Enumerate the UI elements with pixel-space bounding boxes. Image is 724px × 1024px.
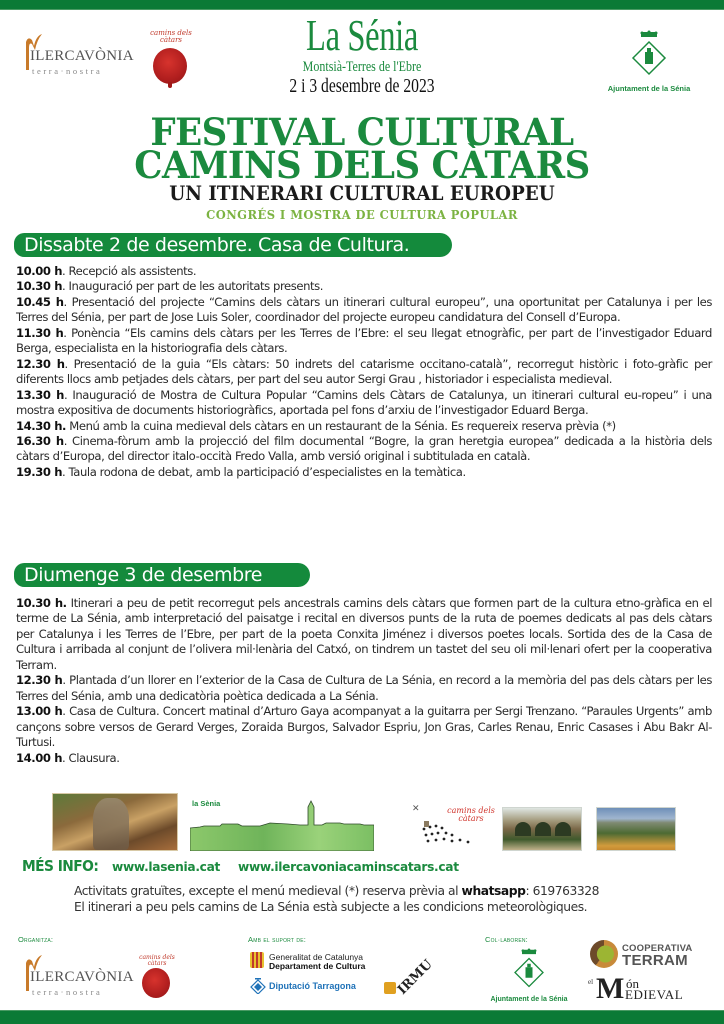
ilercavonia-link[interactable]: www.ilercavoniacaminscatars.cat [238, 860, 459, 874]
weather-note: El itinerari a peu pels camins de La Sénia està subjecte a les condicions meteorològiques. [74, 900, 588, 914]
ilercavonia-logo-footer [22, 953, 134, 999]
program-entry [16, 264, 712, 279]
catars-script-text: camins dels càtars [447, 806, 495, 823]
senia-label: la Sènia [192, 799, 221, 808]
generalitat-name: Generalitat de Catalunya [269, 952, 364, 962]
entry-text: . Presentació del projecte “Camins dels càtars un itinerari cultural europeu”, una oportunitat per Catalunya i per les Terres del Sénia, per part de Jose Luis Soler, coordinador del projecte europeu candidatura del Consell d’Europa. [16, 294, 713, 325]
lasenia-link[interactable]: www.lasenia.cat [112, 860, 221, 874]
entry-time: 13.30 h [16, 387, 64, 402]
entry-text: . Inauguració per part de les autoritats presents. [62, 279, 324, 294]
aqueduct-photo [502, 807, 582, 851]
town-crest-icon [511, 948, 547, 990]
festival-tagline: CONGRÉS I MOSTRA DE CULTURA POPULAR [206, 207, 518, 222]
entry-time: 11.30 h [16, 325, 64, 340]
ajuntament-logo-footer [482, 948, 576, 1003]
entry-text: . Recepció als assistents. [62, 264, 197, 278]
entry-time: 12.30 h [16, 356, 65, 371]
entry-text: . Inauguració de Mostra de Cultura Popular “Camins dels Càtars de Catalunya, un itinerari cultural eu-ropeu” i una mostra expositiva de documents historiogràfics, aportada pel fons d’arxiu de l’investigador Eduard Berga. [16, 387, 712, 418]
program-entry [16, 596, 712, 673]
bridge-arch-shape [515, 822, 531, 836]
entry-time: 10.00 h [16, 264, 63, 278]
camins-catars-logo [148, 30, 194, 94]
day-banner-sunday: Diumenge 3 de desembre [14, 563, 310, 587]
support-label: Amb el suport de: [248, 935, 307, 944]
medieval-el: el [588, 978, 594, 986]
terram-label-main: TERRAM [622, 952, 688, 969]
entry-time: 10.30 h. [16, 596, 67, 610]
camins-catars-illustration [412, 799, 500, 849]
program-entry [16, 434, 712, 465]
festival-subtitle: UN ITINERARI CULTURAL EUROPEU [169, 182, 555, 205]
cooperativa-terram-logo [590, 940, 700, 972]
town-crest-icon [629, 30, 669, 78]
camins-catars-logo-footer [138, 955, 176, 1005]
top-green-bar [0, 0, 724, 10]
day-banner-saturday: Dissabte 2 de desembre. Casa de Cultura. [14, 233, 452, 257]
wax-seal-icon [142, 968, 170, 998]
organizer-label: Organitza: [18, 935, 54, 944]
entry-text: . Casa de Cultura. Concert matinal d’Arturo Gaya acompanyat a la guitarra per Sergi Trenzano. “Paraules Urgents” amb cançons sobre versos de Gerard Verges, Zoraida Burgos, Salvador Espriu, Jon Gras, Carles Renau, Enric Casases i Abu Bakr Al-Turtusi. [16, 704, 712, 750]
program-entry [16, 326, 712, 357]
bridge-arch-shape [535, 822, 551, 836]
footprints-icon [420, 821, 480, 847]
entry-text: . Presentació de la guia “Els càtars: 50 indrets del catarisme occitano-català”, recorregut històric i foto-gràfic per diferents llocs amb petjades dels càtars, per part del seu autor Sergi Grau , historiador i especialista medieval. [16, 356, 712, 387]
irmu-logo [384, 952, 434, 998]
wax-drip-icon [168, 82, 172, 88]
entry-time: 16.30 h [16, 433, 64, 448]
camins-script-text: camins dels càtars [150, 29, 192, 44]
ilercavonia-name: ILERCAVÒNIA [30, 48, 134, 64]
camins-script-text: camins dels càtars [139, 954, 175, 967]
irmu-badge-icon [384, 982, 396, 994]
program-entry [16, 704, 712, 750]
program-entry [16, 751, 712, 766]
program-entry [16, 357, 712, 388]
entry-time: 13.00 h [16, 704, 63, 719]
region-subtitle: Montsià-Terres de l'Ebre [302, 59, 422, 75]
ilercavonia-subtitle: terra·nostra [32, 66, 103, 76]
senia-skyline-illustration [190, 793, 374, 851]
cross-mark-icon: ✕ [412, 803, 420, 813]
diputacio-crest-icon [250, 978, 266, 994]
event-dates: 2 i 3 desembre de 2023 [289, 75, 435, 97]
program-entry [16, 295, 712, 326]
festival-title-line2: CAMINS DELS CÀTARS [134, 143, 590, 187]
olive-icon [590, 940, 618, 968]
entry-text: . Taula rodona de debat, amb la participació d’especialistes en la temàtica. [62, 464, 466, 479]
entry-text: . Plantada d’un llorer en l’exterior de la Casa de Cultura de La Sénia, en record a la memòria del pas dels càtars per les Terres del Sénia, amb una dedicatòria poètica dedicada a La Sénia. [16, 673, 712, 703]
diputacio-name: Diputació Tarragona [269, 981, 356, 991]
entry-text: Menú amb la cuina medieval dels càtars en un restaurant de la Sénia. Es requereix reserva prèvia (*) [66, 418, 616, 433]
irmu-name: IRMU [394, 957, 436, 998]
entry-time: 14.30 h. [16, 418, 67, 433]
program-entry [16, 279, 712, 294]
entry-time: 12.30 h [16, 673, 63, 688]
bottom-green-bar [0, 1010, 724, 1024]
entry-text: . Cinema-fòrum amb la projecció del film documental “Bogre, la gran heretgia europea” dedicada a la història dels càtars d’Europa, del director italo-occità Fredo Valla, amb versió original i subtitulada en català. [16, 433, 713, 464]
entry-time: 10.30 h [16, 279, 63, 294]
note-text: Activitats gratuïtes, excepte el menú medieval (*) reserva prèvia al [74, 884, 462, 898]
collaborators-label: Col·laboren: [485, 935, 528, 944]
whatsapp-label: whatsapp [461, 884, 526, 898]
ilercavonia-name: ILERCAVÒNIA [30, 969, 134, 985]
bridge-arch-shape [555, 822, 571, 836]
department-name: Departament de Cultura [269, 961, 366, 971]
program-entry [16, 388, 712, 419]
olive-tree-photo [52, 793, 178, 851]
medieval-rest: EDIEVAL [625, 987, 684, 1002]
program-sunday [16, 596, 712, 766]
program-entry [16, 465, 712, 480]
mountain-landscape-photo [596, 807, 676, 851]
entry-text: . Ponència “Els camins dels càtars per les Terres de l’Ebre: el seu llegat etnogràfic, per part de l’investigador Eduard Berga, especialista en la historiografia dels càtars. [16, 325, 712, 356]
entry-text: Itinerari a peu de petit recorregut pels ancestrals camins dels càtars que formen part de la cultura etno-gràfica en el terme de La Sénia, amb interpretació del paisatge i recital en diversos punts de la ruta de poemes dedicats al pas dels càtars per Catalunya i les Terres de l’Ebre, per part de la poeta Conxita Jiménez i diversos poetes locals. Sortida des de la Casa de Cultura i arribada al conjunt de l’olivera mil·lenària del Catxó, on tindrem un tastet del seu oli mil·lenari ofert per la cooperativa Terram. [16, 596, 712, 672]
ilercavonia-logo [22, 32, 134, 76]
program-saturday [16, 264, 712, 480]
photo-strip [0, 785, 724, 851]
ajuntament-name: Ajuntament de la Sénia [490, 996, 568, 1003]
medieval-on: ón [626, 976, 639, 991]
town-title: La Sénia [306, 11, 418, 60]
program-entry [16, 673, 712, 704]
ajuntament-logo [604, 30, 694, 93]
wax-seal-icon [153, 48, 187, 84]
entry-time: 14.00 h [16, 750, 63, 765]
whatsapp-number: : 619763328 [525, 884, 599, 898]
senyera-icon [250, 952, 264, 968]
ajuntament-name: Ajuntament de la Sénia [607, 84, 691, 93]
entry-time: 10.45 h [16, 294, 64, 309]
program-entry [16, 419, 712, 434]
festival-title-line1: FESTIVAL CULTURAL [150, 110, 574, 154]
free-activities-note [74, 884, 599, 898]
title-block [230, 11, 494, 97]
entry-text: . Clausura. [62, 750, 120, 765]
terram-label-top: COOPERATIVA [622, 943, 693, 954]
mon-medieval-logo [588, 974, 698, 1006]
medieval-M: M [596, 972, 625, 1005]
ilercavonia-subtitle: terra·nostra [32, 987, 103, 997]
entry-time: 19.30 h [16, 464, 63, 479]
olive-trunk-shape [93, 798, 129, 850]
more-info-label: MÉS INFO: [22, 857, 99, 875]
